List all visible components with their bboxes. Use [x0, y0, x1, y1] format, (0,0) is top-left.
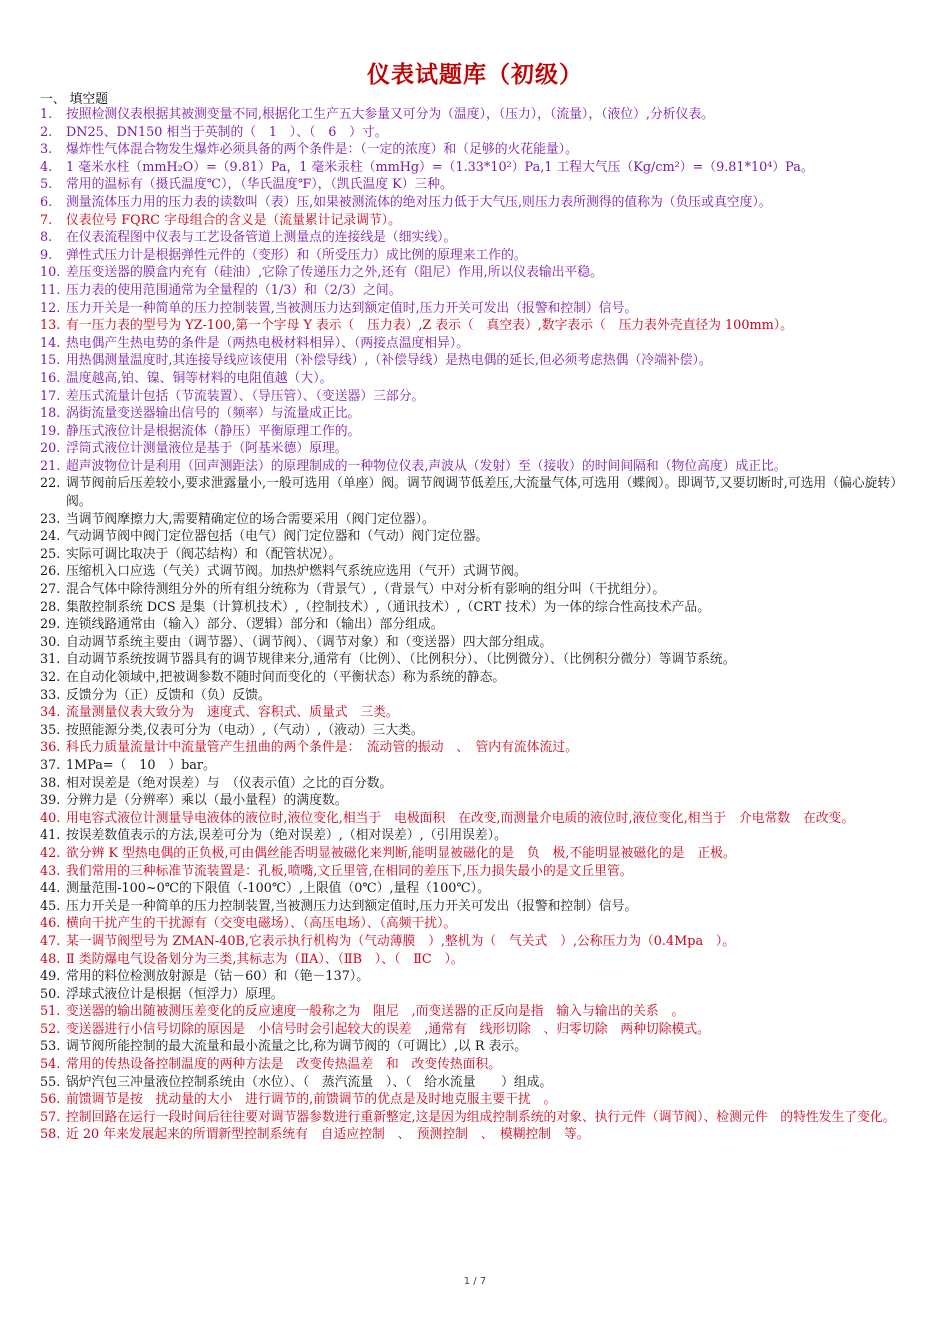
question-item	[40, 423, 910, 441]
question-item	[40, 388, 910, 406]
question-number: 40.	[40, 810, 61, 826]
question-item	[40, 528, 910, 546]
question-item	[40, 739, 910, 757]
question-number: 28.	[40, 599, 61, 615]
question-text: 前馈调节是按 扰动量的大小 进行调节的,前馈调节的优点是及时地克服主要干扰 。	[66, 1092, 557, 1108]
question-text: 用热偶测量温度时,其连接导线应该使用（补偿导线）,（补偿导线）是热电偶的延长,但必须考虑热偶（冷端补偿）。	[66, 353, 712, 369]
question-number: 17.	[40, 388, 61, 404]
section-heading: 一、 填空题	[40, 92, 109, 107]
question-item	[40, 704, 910, 722]
question-text: 常用的传热设备控制温度的两种方法是 改变传热温差 和 改变传热面积。	[66, 1057, 502, 1073]
question-number: 19.	[40, 423, 61, 439]
question-item	[40, 669, 910, 687]
question-number: 34.	[40, 705, 61, 721]
question-text: 在自动化领域中,把被调参数不随时间而变化的（平衡状态）称为系统的静态。	[66, 670, 506, 685]
question-number: 21.	[40, 458, 61, 474]
question-text: 浮球式液位计是根据（恒浮力）原理。	[66, 986, 284, 1002]
question-number: 44.	[40, 881, 61, 897]
question-number: 37.	[40, 757, 61, 773]
question-item	[40, 1056, 910, 1074]
question-number: 12.	[40, 300, 61, 316]
question-number: 8.	[40, 230, 53, 246]
question-text: 按误差数值表示的方法,误差可分为（绝对误差）,（相对误差）,（引用误差）。	[66, 828, 507, 844]
question-text: 有一压力表的型号为 YZ-100,第一个字母 Y 表示（ 压力表）,Z 表示（ 真空表）,数字表示（ 压力表外壳直径为 100mm）。	[66, 318, 793, 334]
question-number: 3.	[40, 142, 53, 158]
question-number: 43.	[40, 863, 61, 879]
question-text: 浮筒式液位计测量液位是基于（阿基米德）原理。	[66, 441, 348, 457]
question-number: 27.	[40, 582, 61, 598]
question-text: 涡街流量变送器输出信号的（频率）与流量成正比。	[66, 406, 361, 422]
question-number: 35.	[40, 722, 61, 738]
question-text: 1MPa=（ 10 ）bar。	[66, 757, 216, 773]
question-text: 流量测量仪表大致分为 速度式、容积式、质量式 三类。	[66, 705, 399, 721]
question-number: 36.	[40, 740, 61, 756]
question-item	[40, 933, 910, 951]
question-text: 欲分辨 K 型热电偶的正负极,可由偶丝能否明显被磁化来判断,能明显被磁化的是 负 极,不能明显被磁化的是 正极。	[66, 845, 736, 861]
question-number: 30.	[40, 634, 61, 650]
question-item	[40, 951, 910, 969]
question-text: 用电容式液位计测量导电液体的液位时,液位变化,相当于 电极面积 在改变,而测量介电质的液位时,液位变化,相当于 介电常数 在改变。	[66, 810, 855, 826]
question-item	[40, 352, 910, 370]
question-number: 47.	[40, 933, 61, 949]
question-number: 6.	[40, 194, 53, 210]
question-number: 1.	[40, 107, 53, 122]
question-item	[40, 475, 910, 510]
question-text: 静压式液位计是根据流体（静压）平衡原理工作的。	[66, 423, 361, 439]
question-number: 23.	[40, 511, 61, 527]
question-text: 常用的料位检测放射源是（钴－60）和（铯－137）。	[66, 969, 370, 985]
question-number: 53.	[40, 1039, 61, 1055]
question-item	[40, 264, 910, 282]
question-number: 20.	[40, 441, 61, 457]
page-number: 1 / 7	[463, 1276, 487, 1287]
question-number: 50.	[40, 986, 61, 1002]
question-number: 14.	[40, 335, 61, 351]
question-item	[40, 563, 910, 581]
question-number: 48.	[40, 951, 61, 967]
question-text: 控制回路在运行一段时间后往往要对调节器参数进行重新整定,这是因为组成控制系统的对象、执行元件（调节阀）、检测元件 的特性发生了变化。	[66, 1109, 896, 1125]
question-text: 压缩机入口应选（气关）式调节阀。加热炉燃料气系统应选用（气开）式调节阀。	[66, 564, 527, 580]
question-number: 4.	[40, 159, 53, 175]
question-item	[40, 792, 910, 810]
question-item	[40, 247, 910, 265]
question-item	[40, 1091, 910, 1109]
question-item	[40, 599, 910, 617]
question-number: 15.	[40, 353, 61, 369]
question-number: 56.	[40, 1092, 61, 1108]
question-item	[40, 1126, 910, 1144]
question-item	[40, 1109, 910, 1127]
question-item	[40, 827, 910, 845]
question-number: 52.	[40, 1021, 61, 1037]
question-text: 变送器的输出随被测压差变化的反应速度一般称之为 阻尼 ,而变送器的正反向是指 输入与输出的关系 。	[66, 1004, 685, 1020]
question-text: 当调节阀摩擦力大,需要精确定位的场合需要采用（阀门定位器）。	[66, 511, 435, 527]
question-item	[40, 810, 910, 828]
question-text: 温度越高,铂、镍、铜等材料的电阻值越（大）。	[66, 370, 333, 386]
question-number: 29.	[40, 617, 61, 633]
question-text: Ⅱ 类防爆电气设备划分为三类,其标志为（ⅡA）、（ⅡB ）、（ ⅡC ）。	[66, 951, 464, 967]
question-number: 38.	[40, 775, 61, 791]
question-number: 5.	[40, 177, 53, 193]
question-number: 16.	[40, 370, 61, 386]
question-item	[40, 1038, 910, 1056]
question-text: 变送器进行小信号切除的原因是 小信号时会引起较大的误差 ,通常有 线形切除 、归零切除 两种切除模式。	[66, 1021, 710, 1037]
question-text: 连锁线路通常由（输入）部分、（逻辑）部分和（输出）部分组成。	[66, 617, 444, 633]
question-text: 测量流体压力用的压力表的读数叫（表）压,如果被测流体的绝对压力低于大气压,则压力表所测得的值称为（负压或真空度）。	[66, 194, 772, 210]
question-item	[40, 141, 910, 159]
question-item	[40, 229, 910, 247]
question-text: 在仪表流程图中仪表与工艺设备管道上测量点的连接线是（细实线）。	[66, 230, 457, 246]
question-text: 某一调节阀型号为 ZMAN-40B,它表示执行机构为（气动薄膜 ）,整机为（ 气关式 ）,公称压力为（0.4Mpa ）。	[66, 933, 736, 949]
question-text: 压力开关是一种简单的压力控制装置,当被测压力达到额定值时,压力开关可发出（报警和控制）信号。	[66, 898, 638, 914]
question-item	[40, 968, 910, 986]
question-number: 49.	[40, 969, 61, 985]
question-text: 自动调节系统按调节器具有的调节规律来分,通常有（比例）、（比例积分）、（比例微分）、（比例积分微分）等调节系统。	[66, 652, 736, 668]
question-item	[40, 581, 910, 599]
question-item	[40, 159, 910, 177]
question-text: 近 20 年来发展起来的所谓新型控制系统有 自适应控制 、 预测控制 、 模糊控制 等。	[66, 1127, 590, 1143]
question-text: 爆炸性气体混合物发生爆炸必须具备的两个条件是：（一定的浓度）和（足够的火花能量）。	[66, 142, 578, 158]
question-item	[40, 370, 910, 388]
question-text: 锅炉汽包三冲量液位控制系统由（水位）、（ 蒸汽流量 ）、（ 给水流量 ）组成。	[66, 1074, 553, 1090]
question-number: 2.	[40, 124, 53, 140]
question-item	[40, 880, 910, 898]
question-number: 9.	[40, 247, 53, 263]
question-item	[40, 1003, 910, 1021]
question-text: 科氏力质量流量计中流量管产生扭曲的两个条件是： 流动管的振动 、 管内有流体流过。	[66, 740, 578, 756]
question-text: 相对误差是（绝对误差）与 （仪表示值）之比的百分数。	[66, 775, 393, 791]
question-text: 1 毫米水柱（mmH₂O）=（9.81）Pa，1 毫米汞柱（mmHg）=（1.33*10²）Pa,1 工程大气压（Kg/cm²）=（9.81*10⁴）Pa。	[66, 159, 814, 175]
question-item	[40, 616, 910, 634]
question-item	[40, 915, 910, 933]
question-list	[40, 106, 910, 1144]
question-text: 气动调节阀中阀门定位器包括（电气）阀门定位器和（气动）阀门定位器。	[66, 529, 489, 545]
question-number: 7.	[40, 212, 53, 228]
question-text: 集散控制系统 DCS 是集（计算机技术）,（控制技术）,（通讯技术）,（CRT 技术）为一体的综合性高技术产品。	[66, 599, 711, 615]
question-text: 调节阀所能控制的最大流量和最小流量之比,称为调节阀的（可调比）,以 R 表示。	[66, 1039, 527, 1055]
question-item	[40, 1074, 910, 1092]
question-number: 31.	[40, 652, 61, 668]
question-text: 按照检测仪表根据其被测变量不同,根据化工生产五大参量又可分为（温度），（压力），（流量），（液位）,分析仪表。	[66, 107, 714, 122]
question-item	[40, 317, 910, 335]
question-text: 按照能源分类,仪表可分为（电动）,（气动）,（液动）三大类。	[66, 722, 424, 738]
question-number: 18.	[40, 406, 61, 422]
question-item	[40, 775, 910, 793]
question-item	[40, 405, 910, 423]
question-number: 24.	[40, 529, 61, 545]
question-text: 自动调节系统主要由（调节器）、（调节阀）、（调节对象）和（变送器）四大部分组成。	[66, 634, 553, 650]
question-item	[40, 722, 910, 740]
question-item	[40, 335, 910, 353]
question-number: 13.	[40, 318, 61, 334]
question-number: 42.	[40, 845, 61, 861]
question-item	[40, 212, 910, 230]
question-item	[40, 757, 910, 775]
question-number: 33.	[40, 687, 61, 703]
document-title: 仪表试题库（初级）	[367, 62, 583, 88]
question-text: 测量范围-100~0℃的下限值（-100℃）,上限值（0℃）,量程（100℃）。	[66, 881, 490, 897]
question-number: 10.	[40, 265, 61, 281]
question-text: 我们常用的三种标准节流装置是：孔板,喷嘴,文丘里管,在相同的差压下,压力损失最小的是文丘里管。	[66, 863, 633, 879]
question-text: 横向干扰产生的干扰源有（交变电磁场）、（高压电场）、（高频干扰）。	[66, 916, 457, 932]
question-number: 39.	[40, 793, 61, 809]
question-number: 57.	[40, 1109, 61, 1125]
question-text: 压力表的使用范围通常为全量程的（1/3）和（2/3）之间。	[66, 282, 402, 298]
question-item	[40, 1021, 910, 1039]
question-item	[40, 176, 910, 194]
question-text: 热电偶产生热电势的条件是（两热电极材料相异）、（两接点温度相异）。	[66, 335, 470, 351]
question-text: 混合气体中除待测组分外的所有组分统称为（背景气）,（背景气）中对分析有影响的组分叫（干扰组分）。	[66, 582, 666, 598]
question-item	[40, 898, 910, 916]
question-item	[40, 124, 910, 142]
question-number: 32.	[40, 670, 61, 685]
question-number: 54.	[40, 1057, 61, 1073]
question-number: 26.	[40, 564, 61, 580]
question-item	[40, 986, 910, 1004]
question-item	[40, 106, 910, 124]
question-number: 55.	[40, 1074, 61, 1090]
question-number: 51.	[40, 1004, 61, 1020]
question-number: 11.	[40, 282, 61, 298]
question-text: 实际可调比取决于（阀芯结构）和（配管状况）。	[66, 546, 342, 562]
question-text: 差压变送器的膜盒内充有（硅油）,它除了传递压力之外,还有（阻尼）作用,所以仪表输出平稳。	[66, 265, 603, 281]
question-text: 仪表位号 FQRC 字母组合的含义是（流量累计记录调节）。	[66, 212, 401, 228]
question-text: 分辨力是（分辨率）乘以（最小量程）的满度数。	[66, 793, 348, 809]
question-number: 46.	[40, 916, 61, 932]
question-text: 常用的温标有（摄氏温度℃），（华氏温度℉），（凯氏温度 K）三种。	[66, 177, 453, 193]
question-item	[40, 651, 910, 669]
question-item	[40, 440, 910, 458]
question-text: DN25、DN150 相当于英制的（ 1 ）、（ 6 ）寸。	[66, 124, 388, 140]
question-item	[40, 546, 910, 564]
question-item	[40, 687, 910, 705]
question-number: 22.	[40, 476, 61, 492]
question-text: 压力开关是一种简单的压力控制装置,当被测压力达到额定值时,压力开关可发出（报警和控制）信号。	[66, 300, 638, 316]
question-text: 差压式流量计包括（节流装置）、（导压管）、（变送器）三部分。	[66, 388, 425, 404]
question-item	[40, 511, 910, 529]
question-text: 超声波物位计是利用（回声测距法）的原理制成的一种物位仪表,声波从（发射）至（接收）的时间间隔和（物位高度）成正比。	[66, 458, 787, 474]
question-number: 25.	[40, 546, 61, 562]
question-item	[40, 194, 910, 212]
question-item	[40, 863, 910, 881]
question-item	[40, 458, 910, 476]
question-item	[40, 634, 910, 652]
question-number: 41.	[40, 828, 61, 844]
question-number: 45.	[40, 898, 61, 914]
question-text: 弹性式压力计是根据弹性元件的（变形）和（所受压力）成比例的原理来工作的。	[66, 247, 527, 263]
question-text: 调节阀前后压差较小,要求泄露量小,一般可选用（单座）阀。调节阀调节低差压,大流量气体,可选用（蝶阀）。即调节,又要切断时,可选用（偏心旋转）阀。	[66, 476, 904, 510]
question-number: 58.	[40, 1127, 61, 1143]
question-text: 反馈分为（正）反馈和（负）反馈。	[66, 687, 271, 703]
question-item	[40, 300, 910, 318]
question-item	[40, 282, 910, 300]
question-item	[40, 845, 910, 863]
